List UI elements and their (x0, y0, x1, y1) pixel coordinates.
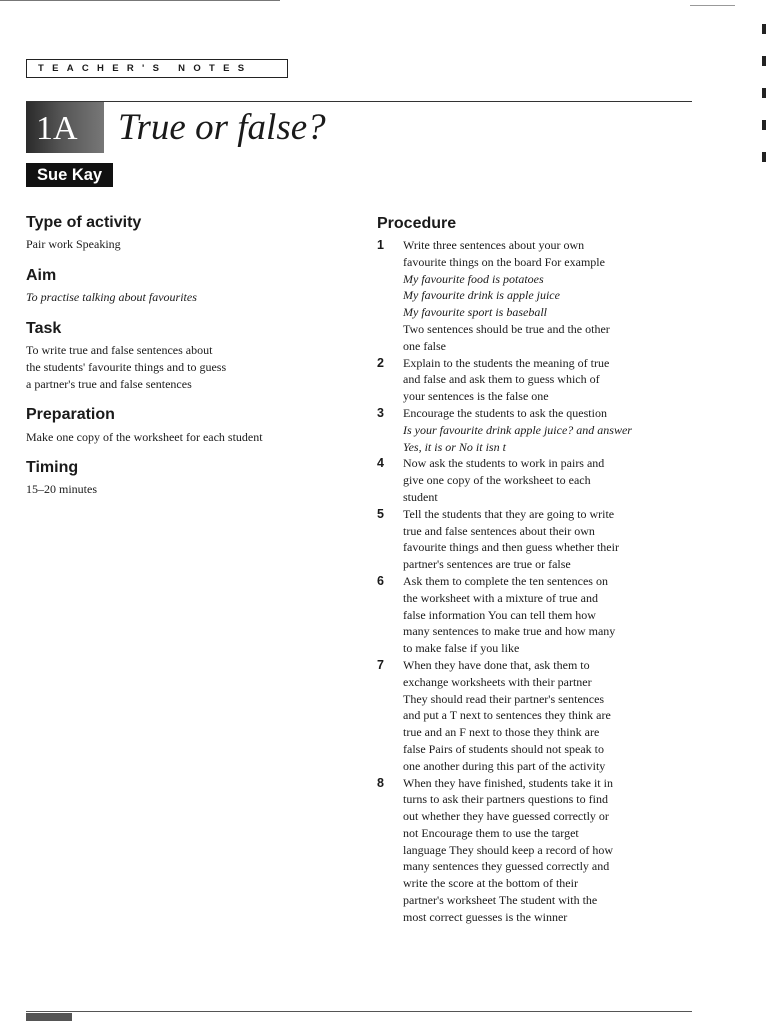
edge-mark (762, 24, 766, 34)
step-text (403, 405, 695, 455)
step-line: My favourite food is potatoes (403, 271, 544, 286)
step-line: your sentences is the false one (403, 389, 549, 404)
edge-mark (762, 120, 766, 130)
step-line: Is your favourite drink apple juice? and answer (403, 422, 632, 437)
procedure-step (377, 455, 697, 505)
timing-heading: Timing (26, 459, 79, 476)
step-number: 2 (377, 355, 384, 370)
step-line: Tell the students that they are going to write (403, 506, 615, 521)
step-line: Encourage the students to ask the question (403, 405, 607, 420)
top-right-scan-rule (690, 5, 735, 6)
step-line: student (403, 489, 438, 504)
heading-rule (26, 101, 692, 102)
step-line: many sentences they guessed correctly and (403, 859, 610, 874)
step-text (403, 506, 695, 573)
step-line: write the score at the bottom of their (403, 876, 578, 891)
step-line: Yes, it is or No it isn t (403, 439, 506, 454)
step-line: My favourite sport is baseball (403, 305, 547, 320)
preparation-heading: Preparation (26, 406, 115, 423)
aim-text: To practise talking about favourites (26, 290, 197, 304)
step-number: 6 (377, 573, 384, 588)
step-text (403, 455, 695, 505)
step-number: 8 (377, 775, 384, 790)
procedure-heading: Procedure (377, 215, 457, 232)
step-line: true and an F next to those they think are (403, 725, 600, 740)
step-number: 1 (377, 238, 384, 252)
step-line: My favourite drink is apple juice (403, 288, 560, 303)
step-line: They should read their partner's sentences (403, 691, 605, 706)
author-badge: Sue Kay (26, 163, 113, 187)
step-line: favourite things on the board For example (403, 254, 605, 269)
step-line: language They should keep a record of how (403, 842, 614, 857)
task-heading: Task (26, 320, 62, 337)
step-text (403, 355, 695, 405)
step-line: out whether they have guessed correctly or (403, 809, 609, 824)
task-text (26, 342, 346, 392)
procedure-step (377, 506, 697, 573)
step-text (403, 237, 695, 355)
type-of-activity-text: Pair work Speaking (26, 237, 121, 251)
step-line: give one copy of the worksheet to each (403, 473, 591, 488)
preparation-text: Make one copy of the worksheet for each student (26, 430, 263, 444)
step-text (403, 573, 695, 657)
timing-text: 15–20 minutes (26, 482, 97, 496)
step-line: not Encourage them to use the target (403, 825, 579, 840)
procedure-step (377, 405, 697, 455)
step-text (403, 775, 695, 926)
edge-mark (762, 152, 766, 162)
procedure-step (377, 775, 697, 926)
procedure-step (377, 657, 697, 775)
step-line: false Pairs of students should not speak to (403, 741, 604, 756)
step-line: many sentences to make true and how many (403, 624, 616, 639)
edge-mark (762, 88, 766, 98)
step-line: and false and ask them to guess which of (403, 372, 600, 387)
step-line: When they have done that, ask them to (403, 657, 590, 672)
step-number: 5 (377, 506, 384, 521)
procedure-step (377, 355, 697, 405)
step-line: Explain to the students the meaning of true (403, 355, 610, 370)
step-line: partner's sentences are true or false (403, 557, 571, 572)
procedure-step (377, 573, 697, 657)
step-line: When they have finished, students take it in (403, 775, 613, 790)
lesson-code-badge: 1A (26, 102, 104, 153)
step-number: 7 (377, 657, 384, 672)
page-title: True or false? (118, 107, 326, 148)
top-scan-rule (0, 0, 280, 1)
step-line: turns to ask their partners questions to find (403, 792, 608, 807)
footer-tab (26, 1013, 72, 1021)
step-line: favourite things and then guess whether their (403, 540, 619, 555)
page-edge-marks (760, 24, 768, 184)
step-line: the worksheet with a mixture of true and (403, 590, 598, 605)
step-line: one false (403, 338, 446, 353)
procedure-step (377, 237, 697, 355)
step-text (403, 657, 695, 775)
step-line: Write three sentences about your own (403, 238, 585, 252)
task-line: a partner's true and false sentences (26, 376, 192, 391)
step-number: 3 (377, 405, 384, 420)
task-line: the students' favourite things and to guess (26, 359, 227, 374)
step-line: partner's worksheet The student with the (403, 893, 598, 908)
task-line: To write true and false sentences about (26, 343, 213, 357)
step-line: false information You can tell them how (403, 607, 596, 622)
step-line: true and false sentences about their own (403, 523, 595, 538)
step-line: one another during this part of the activity (403, 758, 606, 773)
step-line: Two sentences should be true and the other (403, 321, 610, 336)
footer-rule (26, 1011, 692, 1012)
step-number: 4 (377, 456, 384, 471)
procedure-steps (377, 237, 697, 926)
step-line: Now ask the students to work in pairs and (403, 456, 605, 471)
type-of-activity-heading: Type of activity (26, 214, 142, 231)
teachers-notes-label: TEACHER'S NOTES (26, 59, 288, 78)
aim-heading: Aim (26, 267, 57, 284)
step-line: Ask them to complete the ten sentences on (403, 573, 608, 588)
step-line: exchange worksheets with their partner (403, 674, 592, 689)
edge-mark (762, 56, 766, 66)
step-line: to make false if you like (403, 641, 520, 656)
step-line: most correct guesses is the winner (403, 909, 568, 924)
step-line: and put a T next to sentences they think are (403, 708, 611, 723)
